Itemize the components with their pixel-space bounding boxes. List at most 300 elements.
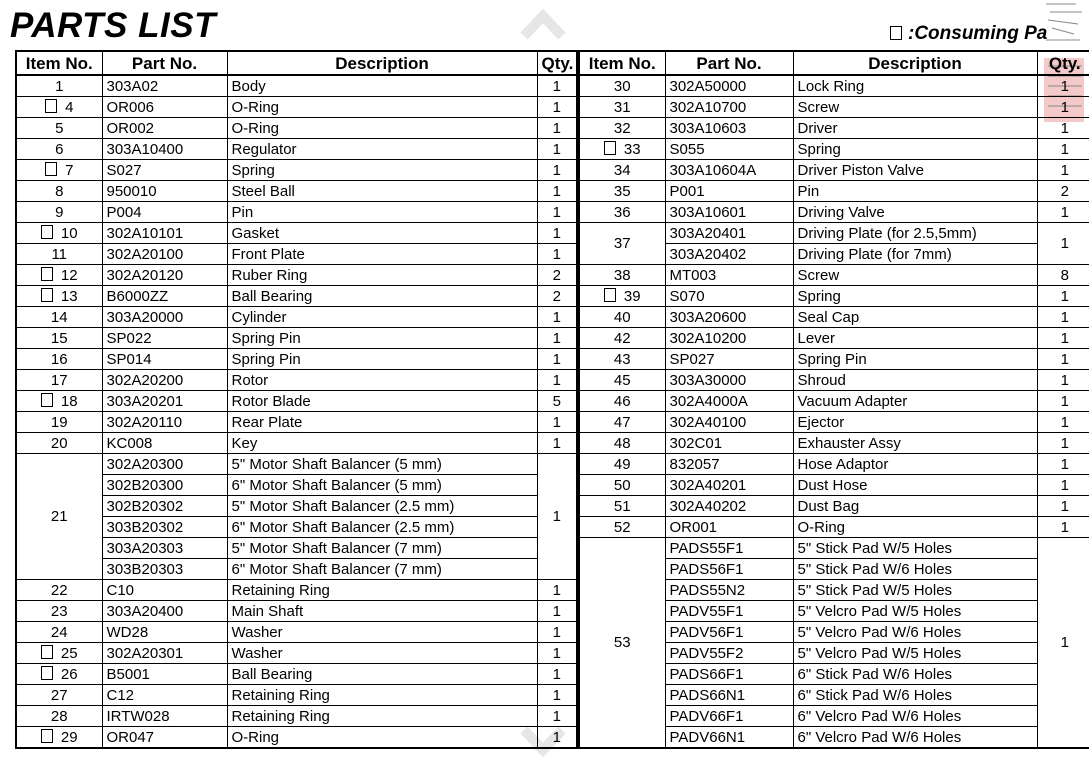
table-row bbox=[579, 475, 1089, 496]
description: 5" Motor Shaft Balancer (2.5 mm) bbox=[227, 496, 537, 517]
item-no-cell bbox=[16, 97, 102, 118]
table-row bbox=[579, 202, 1089, 223]
part-no: 832057 bbox=[665, 454, 793, 475]
description: 5" Velcro Pad W/6 Holes bbox=[793, 622, 1037, 643]
table-row bbox=[16, 433, 577, 454]
item-no-cell bbox=[16, 433, 102, 454]
item-no-cell bbox=[579, 433, 665, 454]
item-no-cell bbox=[579, 517, 665, 538]
table-row bbox=[16, 328, 577, 349]
qty: 1 bbox=[1037, 349, 1089, 370]
table-row bbox=[579, 328, 1089, 349]
part-no: 303A30000 bbox=[665, 370, 793, 391]
legend-label: :Consuming Pa bbox=[908, 23, 1048, 44]
item-no-cell bbox=[16, 664, 102, 685]
qty: 1 bbox=[537, 244, 577, 265]
item-no-cell bbox=[16, 643, 102, 664]
item-no: 13 bbox=[60, 287, 78, 305]
qty: 1 bbox=[537, 328, 577, 349]
item-no: 16 bbox=[50, 350, 68, 368]
qty: 1 bbox=[537, 601, 577, 622]
item-no: 33 bbox=[623, 140, 641, 158]
consumable-box-icon bbox=[41, 225, 53, 239]
qty: 1 bbox=[1037, 118, 1089, 139]
description: Main Shaft bbox=[227, 601, 537, 622]
part-no: 302C01 bbox=[665, 433, 793, 454]
table-row bbox=[16, 349, 577, 370]
table-row bbox=[16, 370, 577, 391]
qty: 1 bbox=[1037, 391, 1089, 412]
description: Hose Adaptor bbox=[793, 454, 1037, 475]
item-no: 27 bbox=[50, 686, 68, 704]
qty: 1 bbox=[537, 685, 577, 706]
item-no: 11 bbox=[51, 245, 68, 263]
item-no-cell bbox=[579, 202, 665, 223]
table-row bbox=[16, 601, 577, 622]
qty: 1 bbox=[1037, 412, 1089, 433]
item-no: 17 bbox=[50, 371, 68, 389]
item-no-cell bbox=[16, 685, 102, 706]
header-row bbox=[16, 51, 577, 75]
qty: 1 bbox=[1037, 307, 1089, 328]
description: Regulator bbox=[227, 139, 537, 160]
description: Spring bbox=[793, 139, 1037, 160]
table-row bbox=[579, 349, 1089, 370]
col-item-no: Item No. bbox=[579, 51, 665, 75]
item-no: 25 bbox=[60, 644, 78, 662]
table-row bbox=[16, 454, 577, 475]
table-row bbox=[16, 706, 577, 727]
item-no-cell bbox=[16, 139, 102, 160]
item-no: 18 bbox=[60, 392, 78, 410]
description: 6" Motor Shaft Balancer (7 mm) bbox=[227, 559, 537, 580]
item-no-cell bbox=[16, 181, 102, 202]
qty: 1 bbox=[537, 370, 577, 391]
item-no: 22 bbox=[50, 581, 68, 599]
description: Driving Plate (for 2.5,5mm) bbox=[793, 223, 1037, 244]
qty: 1 bbox=[1037, 517, 1089, 538]
item-no: 50 bbox=[613, 476, 631, 494]
consumable-box-icon bbox=[41, 393, 53, 407]
item-no-cell bbox=[16, 118, 102, 139]
description: 5" Velcro Pad W/5 Holes bbox=[793, 601, 1037, 622]
description: Driving Valve bbox=[793, 202, 1037, 223]
part-no: OR001 bbox=[665, 517, 793, 538]
consumable-box-icon bbox=[41, 666, 53, 680]
qty: 8 bbox=[1037, 265, 1089, 286]
consuming-parts-legend bbox=[890, 22, 1047, 46]
part-no: 302A40201 bbox=[665, 475, 793, 496]
description: Pin bbox=[793, 181, 1037, 202]
table-row bbox=[579, 307, 1089, 328]
item-no: 8 bbox=[55, 182, 64, 200]
part-no: 303A10601 bbox=[665, 202, 793, 223]
table-row bbox=[579, 286, 1089, 307]
description: Retaining Ring bbox=[227, 580, 537, 601]
part-no: PADS55F1 bbox=[665, 538, 793, 559]
table-row bbox=[16, 118, 577, 139]
part-no: 303A02 bbox=[102, 75, 227, 97]
item-no: 46 bbox=[613, 392, 631, 410]
qty: 1 bbox=[537, 727, 577, 749]
table-row bbox=[579, 454, 1089, 475]
qty: 1 bbox=[537, 139, 577, 160]
part-no: 303A10604A bbox=[665, 160, 793, 181]
part-no: 303A20303 bbox=[102, 538, 227, 559]
col-part-no: Part No. bbox=[665, 51, 793, 75]
item-no: 1 bbox=[55, 77, 64, 95]
item-no-cell bbox=[16, 328, 102, 349]
part-no: PADV55F2 bbox=[665, 643, 793, 664]
table-row bbox=[579, 433, 1089, 454]
qty: 1 bbox=[537, 412, 577, 433]
part-no: 302B20302 bbox=[102, 496, 227, 517]
part-no: 303A20400 bbox=[102, 601, 227, 622]
description: Front Plate bbox=[227, 244, 537, 265]
description: 5" Stick Pad W/6 Holes bbox=[793, 559, 1037, 580]
item-no: 14 bbox=[50, 308, 68, 326]
consumable-box-icon bbox=[890, 26, 902, 40]
description: Pin bbox=[227, 202, 537, 223]
description: Retaining Ring bbox=[227, 706, 537, 727]
col-qty: Qty. bbox=[1037, 51, 1089, 75]
part-no: 303A20000 bbox=[102, 307, 227, 328]
part-no: SP022 bbox=[102, 328, 227, 349]
qty: 1 bbox=[1037, 97, 1089, 118]
item-no: 34 bbox=[613, 161, 631, 179]
qty: 2 bbox=[537, 286, 577, 307]
description: Washer bbox=[227, 643, 537, 664]
part-no: PADS55N2 bbox=[665, 580, 793, 601]
item-no: 52 bbox=[613, 518, 631, 536]
consumable-box-icon bbox=[604, 141, 616, 155]
qty: 1 bbox=[537, 622, 577, 643]
description: 6" Stick Pad W/6 Holes bbox=[793, 685, 1037, 706]
description: Retaining Ring bbox=[227, 685, 537, 706]
part-no: PADS66F1 bbox=[665, 664, 793, 685]
qty: 1 bbox=[1037, 370, 1089, 391]
table-row bbox=[16, 97, 577, 118]
table-row bbox=[16, 664, 577, 685]
qty: 1 bbox=[1037, 328, 1089, 349]
table-row bbox=[579, 181, 1089, 202]
item-no: 37 bbox=[613, 235, 631, 252]
qty: 1 bbox=[537, 97, 577, 118]
qty: 1 bbox=[1037, 538, 1089, 749]
item-no-cell bbox=[16, 727, 102, 749]
table-row bbox=[16, 265, 577, 286]
item-no-cell bbox=[16, 370, 102, 391]
part-no: 302A10700 bbox=[665, 97, 793, 118]
item-no: 47 bbox=[613, 413, 631, 431]
item-no-cell bbox=[16, 265, 102, 286]
item-no-cell bbox=[579, 391, 665, 412]
item-no: 15 bbox=[50, 329, 68, 347]
description: O-Ring bbox=[227, 118, 537, 139]
description: Rotor Blade bbox=[227, 391, 537, 412]
part-no: 302A20301 bbox=[102, 643, 227, 664]
item-no: 23 bbox=[50, 602, 68, 620]
qty: 1 bbox=[537, 118, 577, 139]
item-no-cell bbox=[16, 412, 102, 433]
description: Seal Cap bbox=[793, 307, 1037, 328]
description: Spring bbox=[227, 160, 537, 181]
part-no: IRTW028 bbox=[102, 706, 227, 727]
description: Dust Bag bbox=[793, 496, 1037, 517]
part-no: 950010 bbox=[102, 181, 227, 202]
part-no: 302A10200 bbox=[665, 328, 793, 349]
description: Rear Plate bbox=[227, 412, 537, 433]
part-no: PADV56F1 bbox=[665, 622, 793, 643]
item-no-cell bbox=[579, 118, 665, 139]
description: Ball Bearing bbox=[227, 664, 537, 685]
description: 6" Velcro Pad W/6 Holes bbox=[793, 706, 1037, 727]
table-row bbox=[16, 391, 577, 412]
table-row bbox=[16, 139, 577, 160]
part-no: 302A20120 bbox=[102, 265, 227, 286]
parts-table-right bbox=[578, 50, 1089, 749]
page-title: PARTS LIST bbox=[10, 6, 216, 45]
table-row bbox=[579, 538, 1089, 559]
table-row bbox=[579, 160, 1089, 181]
part-no: P001 bbox=[665, 181, 793, 202]
item-no-cell bbox=[579, 97, 665, 118]
header-row bbox=[579, 51, 1089, 75]
description: 5" Motor Shaft Balancer (7 mm) bbox=[227, 538, 537, 559]
table-row bbox=[16, 202, 577, 223]
table-row bbox=[16, 286, 577, 307]
part-no: B5001 bbox=[102, 664, 227, 685]
description: 5" Motor Shaft Balancer (5 mm) bbox=[227, 454, 537, 475]
description: O-Ring bbox=[227, 727, 537, 749]
item-no: 45 bbox=[613, 371, 631, 389]
description: Steel Ball bbox=[227, 181, 537, 202]
item-no-cell bbox=[16, 580, 102, 601]
table-row bbox=[16, 181, 577, 202]
item-no: 38 bbox=[613, 266, 631, 284]
item-no-cell bbox=[16, 349, 102, 370]
part-no: PADS56F1 bbox=[665, 559, 793, 580]
table-row bbox=[579, 118, 1089, 139]
item-no-cell bbox=[16, 391, 102, 412]
part-no: B6000ZZ bbox=[102, 286, 227, 307]
item-no-cell bbox=[579, 160, 665, 181]
qty: 2 bbox=[1037, 181, 1089, 202]
part-no: PADV66N1 bbox=[665, 727, 793, 749]
item-no: 10 bbox=[60, 224, 78, 242]
description: 6" Stick Pad W/6 Holes bbox=[793, 664, 1037, 685]
part-no: 302A4000A bbox=[665, 391, 793, 412]
item-no: 28 bbox=[50, 707, 68, 725]
item-no: 48 bbox=[613, 434, 631, 452]
item-no-cell bbox=[16, 202, 102, 223]
item-no: 36 bbox=[613, 203, 631, 221]
table-row bbox=[579, 496, 1089, 517]
qty: 1 bbox=[1037, 139, 1089, 160]
description: Shroud bbox=[793, 370, 1037, 391]
item-no-cell bbox=[579, 454, 665, 475]
table-row bbox=[579, 370, 1089, 391]
table-row bbox=[16, 75, 577, 97]
item-no: 19 bbox=[50, 413, 68, 431]
table-row bbox=[16, 580, 577, 601]
qty: 1 bbox=[1037, 433, 1089, 454]
table-row bbox=[579, 75, 1089, 97]
part-no: 302A40202 bbox=[665, 496, 793, 517]
item-no-cell bbox=[16, 75, 102, 97]
table-row bbox=[579, 391, 1089, 412]
part-no: SP027 bbox=[665, 349, 793, 370]
description: O-Ring bbox=[227, 97, 537, 118]
table-row bbox=[579, 412, 1089, 433]
description: Key bbox=[227, 433, 537, 454]
part-no: 302A20110 bbox=[102, 412, 227, 433]
description: O-Ring bbox=[793, 517, 1037, 538]
description: Ejector bbox=[793, 412, 1037, 433]
part-no: 303A10603 bbox=[665, 118, 793, 139]
table-row bbox=[579, 517, 1089, 538]
item-no: 43 bbox=[613, 350, 631, 368]
qty: 1 bbox=[537, 433, 577, 454]
consumable-box-icon bbox=[45, 162, 57, 176]
qty: 1 bbox=[537, 307, 577, 328]
description: Spring bbox=[793, 286, 1037, 307]
description: Exhauster Assy bbox=[793, 433, 1037, 454]
part-no: 302A50000 bbox=[665, 75, 793, 97]
qty: 1 bbox=[1037, 475, 1089, 496]
part-no: PADS66N1 bbox=[665, 685, 793, 706]
part-no: OR047 bbox=[102, 727, 227, 749]
part-no: KC008 bbox=[102, 433, 227, 454]
part-no: 303A20402 bbox=[665, 244, 793, 265]
part-no: PADV55F1 bbox=[665, 601, 793, 622]
qty: 1 bbox=[1037, 286, 1089, 307]
description: Driving Plate (for 7mm) bbox=[793, 244, 1037, 265]
table-row bbox=[16, 160, 577, 181]
col-description: Description bbox=[227, 51, 537, 75]
table-row bbox=[579, 265, 1089, 286]
part-no: 303B20302 bbox=[102, 517, 227, 538]
item-no-cell bbox=[579, 370, 665, 391]
consumable-box-icon bbox=[41, 729, 53, 743]
qty: 1 bbox=[537, 706, 577, 727]
item-no: 5 bbox=[55, 119, 64, 137]
description: 6" Motor Shaft Balancer (5 mm) bbox=[227, 475, 537, 496]
table-row bbox=[16, 412, 577, 433]
description: Driver bbox=[793, 118, 1037, 139]
item-no: 21 bbox=[50, 508, 68, 525]
item-no-cell bbox=[579, 412, 665, 433]
qty: 2 bbox=[537, 265, 577, 286]
item-no: 29 bbox=[60, 728, 78, 746]
item-no: 39 bbox=[623, 287, 641, 305]
part-no: 302A20200 bbox=[102, 370, 227, 391]
col-description: Description bbox=[793, 51, 1037, 75]
table-row bbox=[16, 244, 577, 265]
table-row bbox=[579, 97, 1089, 118]
part-no: S055 bbox=[665, 139, 793, 160]
description: Rotor bbox=[227, 370, 537, 391]
qty: 5 bbox=[537, 391, 577, 412]
item-no: 53 bbox=[613, 634, 631, 651]
description: Dust Hose bbox=[793, 475, 1037, 496]
item-no-cell bbox=[16, 454, 102, 580]
item-no: 12 bbox=[60, 266, 78, 284]
part-no: 303A20401 bbox=[665, 223, 793, 244]
description: Ball Bearing bbox=[227, 286, 537, 307]
qty: 1 bbox=[1037, 202, 1089, 223]
qty: 1 bbox=[537, 349, 577, 370]
item-no: 4 bbox=[65, 98, 74, 116]
consumable-box-icon bbox=[45, 99, 57, 113]
consumable-box-icon bbox=[41, 267, 53, 281]
qty: 1 bbox=[537, 223, 577, 244]
item-no: 30 bbox=[613, 77, 631, 95]
consumable-box-icon bbox=[41, 288, 53, 302]
table-row bbox=[16, 727, 577, 749]
part-no: 302A10101 bbox=[102, 223, 227, 244]
part-no: MT003 bbox=[665, 265, 793, 286]
description: Screw bbox=[793, 97, 1037, 118]
item-no-cell bbox=[579, 75, 665, 97]
description: Screw bbox=[793, 265, 1037, 286]
item-no-cell bbox=[16, 601, 102, 622]
item-no-cell bbox=[16, 622, 102, 643]
qty: 1 bbox=[537, 160, 577, 181]
description: Washer bbox=[227, 622, 537, 643]
part-no: 303A20201 bbox=[102, 391, 227, 412]
item-no-cell bbox=[579, 139, 665, 160]
item-no-cell bbox=[16, 244, 102, 265]
qty: 1 bbox=[1037, 223, 1089, 265]
item-no: 31 bbox=[613, 98, 631, 116]
item-no: 51 bbox=[613, 497, 631, 515]
item-no: 40 bbox=[613, 308, 631, 326]
description: Body bbox=[227, 75, 537, 97]
table-row bbox=[579, 139, 1089, 160]
table-row bbox=[16, 685, 577, 706]
part-no: S027 bbox=[102, 160, 227, 181]
item-no: 20 bbox=[50, 434, 68, 452]
item-no: 42 bbox=[613, 329, 631, 347]
part-no: 303A20600 bbox=[665, 307, 793, 328]
description: Spring Pin bbox=[227, 349, 537, 370]
part-no: PADV66F1 bbox=[665, 706, 793, 727]
part-no: 303B20303 bbox=[102, 559, 227, 580]
table-row bbox=[16, 223, 577, 244]
part-no: 302A20300 bbox=[102, 454, 227, 475]
col-qty: Qty. bbox=[537, 51, 577, 75]
item-no-cell bbox=[579, 181, 665, 202]
part-no: 303A10400 bbox=[102, 139, 227, 160]
scroll-up-chevron-icon[interactable] bbox=[520, 2, 566, 48]
item-no: 26 bbox=[60, 665, 78, 683]
qty: 1 bbox=[1037, 75, 1089, 97]
item-no-cell bbox=[579, 307, 665, 328]
item-no-cell bbox=[579, 349, 665, 370]
part-no: C10 bbox=[102, 580, 227, 601]
item-no-cell bbox=[16, 286, 102, 307]
description: Driver Piston Valve bbox=[793, 160, 1037, 181]
table-row bbox=[16, 307, 577, 328]
table-row bbox=[16, 622, 577, 643]
item-no: 9 bbox=[55, 203, 64, 221]
qty: 1 bbox=[537, 75, 577, 97]
item-no-cell bbox=[16, 706, 102, 727]
part-no: C12 bbox=[102, 685, 227, 706]
part-no: WD28 bbox=[102, 622, 227, 643]
part-no: P004 bbox=[102, 202, 227, 223]
